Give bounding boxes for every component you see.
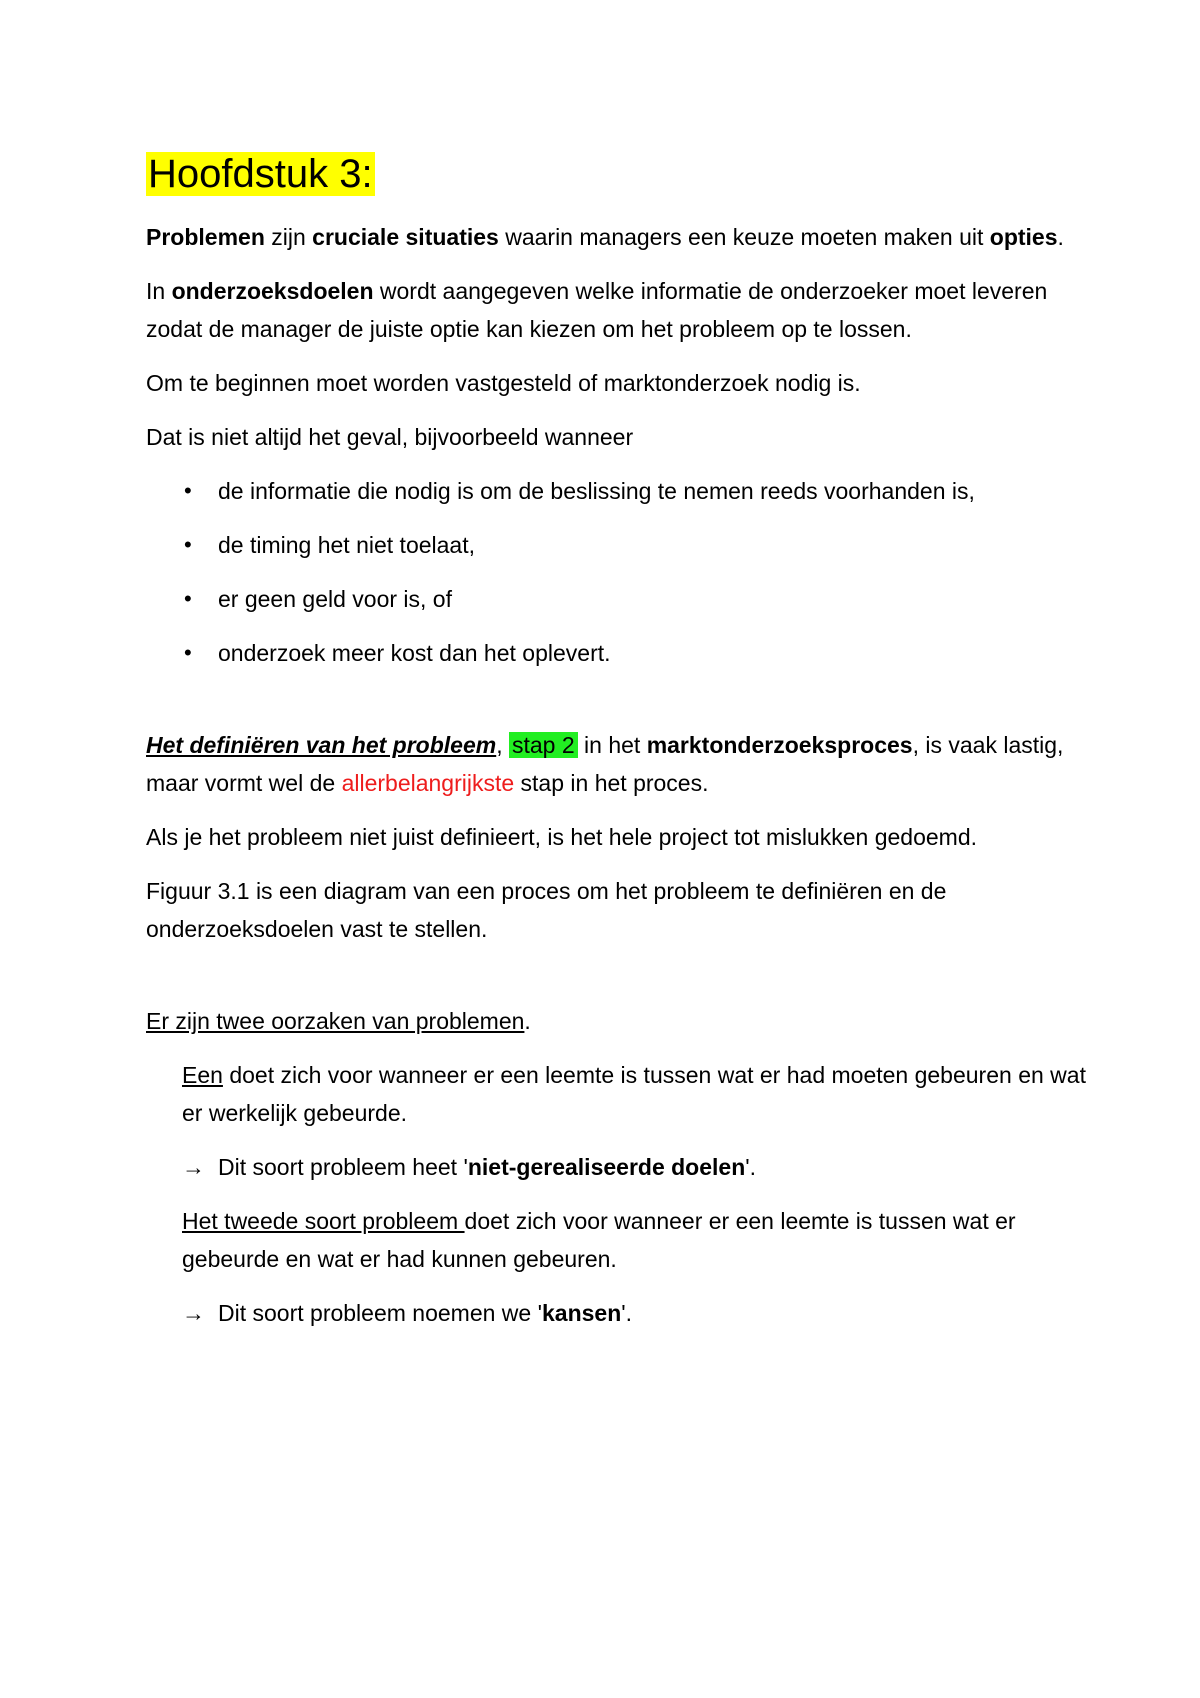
paragraph-niet-altijd: Dat is niet altijd het geval, bijvoorbeeld wanneer xyxy=(146,424,634,450)
chapter-title-text: Hoofdstuk 3: xyxy=(148,152,373,196)
list-item: • onderzoek meer kost dan het oplevert. xyxy=(146,634,1086,672)
highlight-stap-2: stap 2 xyxy=(509,732,578,758)
paragraph-oorzaken: Er zijn twee oorzaken van problemen. xyxy=(146,1008,531,1034)
list-item: • de timing het niet toelaat, xyxy=(146,526,1086,564)
paragraph-beginnen: Om te beginnen moet worden vastgesteld of marktonderzoek nodig is. xyxy=(146,370,861,396)
paragraph-onderzoeksdoelen: In onderzoeksdoelen wordt aangegeven welke informatie de onderzoeker moet leveren zodat de manager de juiste optie kan kiezen om het probleem op te lossen. xyxy=(146,278,1048,342)
arrow-right-icon: → xyxy=(182,1154,205,1180)
bullet-icon: • xyxy=(184,640,192,665)
list-item: • de informatie die nodig is om de beslissing te nemen reeds voorhanden is, xyxy=(146,472,1086,510)
paragraph-een: Een doet zich voor wanneer er een leemte is tussen wat er had moeten gebeuren en wat er werkelijk gebeurde. xyxy=(182,1062,1086,1126)
paragraph-problemen: Problemen zijn cruciale situaties waarin managers een keuze moeten maken uit opties. xyxy=(146,224,1064,250)
spacer xyxy=(146,688,1086,726)
bullet-icon: • xyxy=(184,586,192,611)
arrow-right-icon: → xyxy=(182,1300,205,1326)
paragraph-definieren: Het definiëren van het probleem, stap 2 in het marktonderzoeksproces, is vaak lastig, maar vormt wel de allerbelangrijkste stap in het proces. xyxy=(146,732,1064,796)
paragraph-figuur: Figuur 3.1 is een diagram van een proces om het probleem te definiëren en de onderzoeksdoelen vast te stellen. xyxy=(146,878,947,942)
bullet-icon: • xyxy=(184,532,192,557)
bullet-icon: • xyxy=(184,478,192,503)
emphasis-allerbelangrijkste: allerbelangrijkste xyxy=(341,770,515,796)
spacer xyxy=(146,964,1086,1002)
paragraph-gedoemd: Als je het probleem niet juist definieert, is het hele project tot mislukken gedoemd. xyxy=(146,824,977,850)
paragraph-niet-gerealiseerd: → Dit soort probleem heet 'niet-gerealiseerde doelen'. xyxy=(146,1148,1086,1186)
heading-definieren: Het definiëren van het probleem xyxy=(146,732,497,758)
list-item: • er geen geld voor is, of xyxy=(146,580,1086,618)
document-body xyxy=(146,144,1086,1348)
heading-oorzaken: Er zijn twee oorzaken van problemen xyxy=(146,1008,525,1034)
paragraph-tweede-soort: Het tweede soort probleem doet zich voor wanneer er een leemte is tussen wat er gebeurde en wat er had kunnen gebeuren. xyxy=(182,1208,1016,1272)
chapter-title xyxy=(146,144,1086,204)
bullet-list xyxy=(146,472,1086,672)
paragraph-kansen: → Dit soort probleem noemen we 'kansen'. xyxy=(146,1294,1086,1332)
